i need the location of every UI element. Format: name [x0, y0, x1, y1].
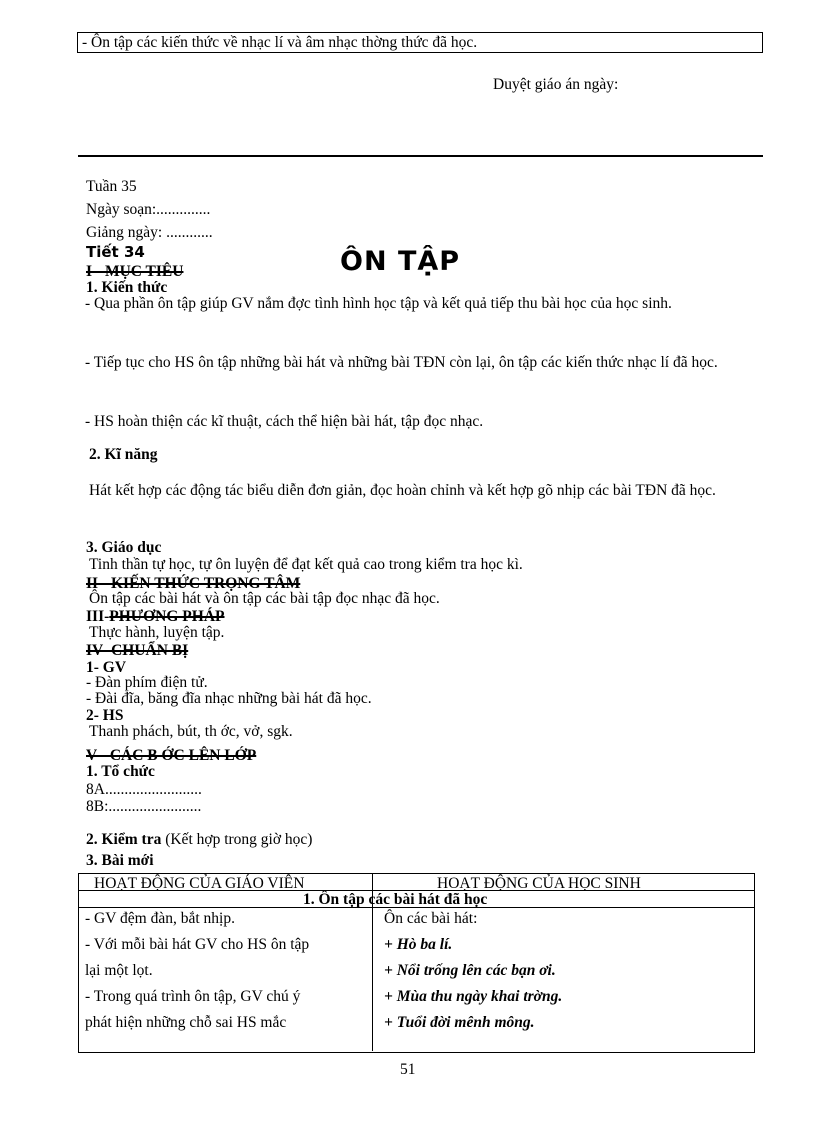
week: Tuần 35: [86, 178, 137, 195]
education-heading: 3. Giáo dục: [86, 539, 162, 556]
top-box: [77, 32, 763, 53]
page-title: ÔN TẬP: [340, 246, 461, 277]
steps-heading: V - CÁC B ỚC LÊN LỚP: [86, 747, 257, 764]
focus-heading: II - KIẾN THỨC TRỌNG TÂM: [86, 575, 301, 592]
gv-item-2: - Đài đĩa, băng đĩa nhạc những bài hát đã học.: [86, 690, 372, 707]
song-item: + Nổi trống lên các bạn ơi.: [384, 962, 556, 979]
class-8a: 8A.........................: [86, 781, 202, 798]
focus-item: Ôn tập các bài hát và ôn tập các bài tập đọc nhạc đã học.: [89, 590, 440, 607]
gv-item-1: - Đàn phím điện tử.: [86, 674, 208, 691]
method-title: PHƯƠNG PHÁP: [109, 608, 225, 625]
new-lesson-heading: 3. Bài mới: [86, 852, 154, 869]
education-item: Tinh thần tự học, tự ôn luyện để đạt kết quả cao trong kiểm tra học kì.: [89, 556, 523, 573]
method-item: Thực hành, luyện tập.: [89, 624, 225, 641]
song-item: + Hò ba lí.: [384, 936, 453, 953]
hs-item: Thanh phách, bút, th ớc, vở, sgk.: [89, 723, 293, 740]
teacher-column-header: HOẠT ĐỘNG CỦA GIÁO VIÊN: [94, 875, 305, 892]
teacher-line-4: - Trong quá trình ôn tập, GV chú ý: [85, 988, 301, 1005]
method-number: III-: [86, 608, 110, 625]
check-note: (Kết hợp trong giờ học): [161, 831, 313, 848]
separator-line: [78, 155, 763, 157]
song-item: + Tuổi đời mênh mông.: [384, 1014, 535, 1031]
skills-item: Hát kết hợp các động tác biểu diễn đơn giản, đọc hoàn chỉnh và kết hợp gõ nhịp các bài TĐN đã học.: [89, 482, 716, 499]
skills-heading: 2. Kĩ năng: [89, 446, 158, 463]
teach-date: Giảng ngày: ............: [86, 224, 213, 241]
approval-label: Duyệt giáo án ngày:: [493, 76, 619, 93]
knowledge-item-1: - Qua phần ôn tập giúp GV nắm đợc tình hình học tập và kết quả tiếp thu bài học của học sinh.: [85, 295, 672, 312]
hs-heading: 2- HS: [86, 707, 124, 724]
teacher-line-3: lại một lọt.: [85, 962, 153, 979]
song-item: + Mùa thu ngày khai trờng.: [384, 988, 563, 1005]
check-heading: 2. Kiểm tra: [86, 831, 162, 848]
student-intro: Ôn các bài hát:: [384, 910, 478, 927]
check-line: [86, 830, 312, 849]
table-section-title: 1. Ôn tập các bài hát đã học: [303, 891, 488, 908]
page-number: 51: [400, 1061, 416, 1078]
prep-heading: IV- CHUẨN BỊ: [86, 642, 189, 659]
class-8b: 8B:........................: [86, 798, 202, 815]
org-heading: 1. Tổ chức: [86, 763, 155, 780]
prep-date: Ngày soạn:..............: [86, 201, 211, 218]
objectives-heading: I - MỤC TIÊU: [86, 263, 184, 280]
student-column-header: HOẠT ĐỘNG CỦA HỌC SINH: [437, 875, 641, 892]
knowledge-heading: 1. Kiến thức: [86, 279, 168, 296]
knowledge-item-3: - HS hoàn thiện các kĩ thuật, cách thể hiện bài hát, tập đọc nhạc.: [85, 413, 484, 430]
gv-heading: 1- GV: [86, 659, 127, 676]
knowledge-item-2: - Tiếp tục cho HS ôn tập những bài hát và những bài TĐN còn lại, ôn tập các kiến thức nhạc lí đã học.: [85, 354, 718, 371]
period-label: Tiết 34: [86, 243, 145, 261]
teacher-line-2: - Với mỗi bài hát GV cho HS ôn tập: [85, 936, 310, 953]
teacher-line-5: phát hiện những chỗ sai HS mắc: [85, 1014, 287, 1031]
top-box-text: - Ôn tập các kiến thức về nhạc lí và âm nhạc thờng thức đã học.: [82, 34, 478, 51]
teacher-line-1: - GV đệm đàn, bắt nhịp.: [85, 910, 235, 927]
